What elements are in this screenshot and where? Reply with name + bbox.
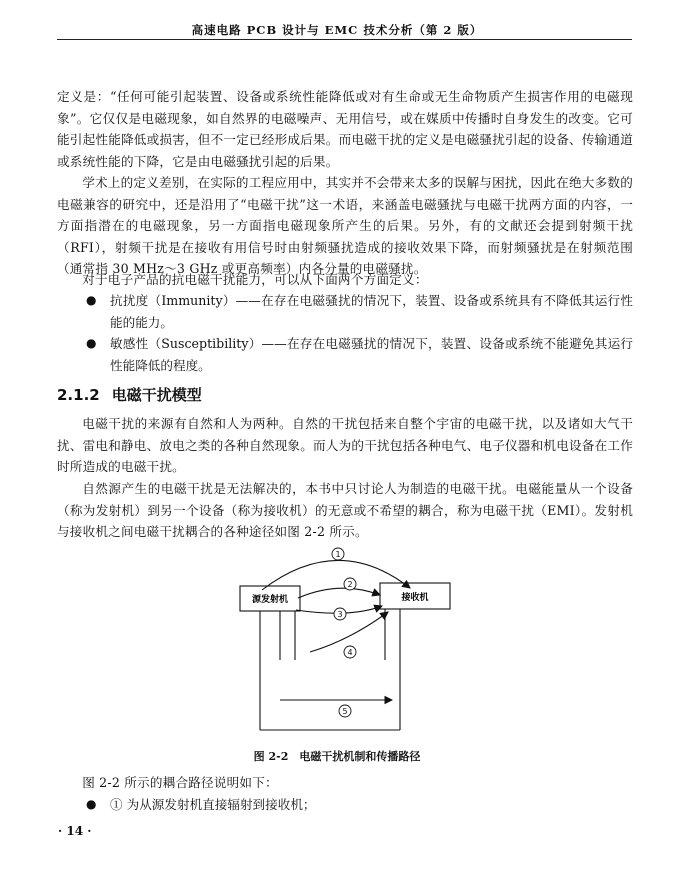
paragraph-immunity-intro: 对于电子产品的抗电磁干扰能力，可以从下面两个方面定义：	[82, 272, 428, 287]
section-title: 电磁干扰模型	[111, 386, 202, 404]
bullet-immunity-text: 抗扰度（Immunity）——在存在电磁骚扰的情况下，装置、设备或系统具有不降低其运行性能的能力。	[110, 293, 633, 330]
bullet-immunity	[86, 290, 633, 333]
bullet-susceptibility-text: 敏感性（Susceptibility）——在存在电磁骚扰的情况下，装置、设备或系统不能避免其运行性能降低的程度。	[110, 336, 633, 373]
transmitter-label: 源发射机	[251, 595, 289, 605]
path-label-4: 4	[347, 648, 353, 657]
bullet-susceptibility	[86, 333, 633, 376]
bullet-path-1	[86, 794, 633, 816]
bullet-dot: ●	[86, 797, 97, 811]
diagram-svg	[210, 540, 480, 750]
path-label-3: 3	[337, 610, 343, 619]
section-number: 2.1.2	[57, 386, 100, 404]
path-2-arc	[298, 588, 380, 598]
path-label-2: 2	[347, 580, 353, 589]
section-heading	[57, 384, 202, 405]
bullet-path-1-text: ① 为从源发射机直接辐射到接收机；	[110, 797, 316, 812]
page-number: · 14 ·	[58, 824, 92, 838]
path-label-1: 1	[335, 550, 341, 559]
bullet-dot: ●	[86, 293, 97, 307]
paragraph-interference-sources: 电磁干扰的来源有自然和人为两种。自然的干扰包括来自整个宇宙的电磁干扰，以及诸如大气干扰、雷电和静电、放电之类的各种自然现象。而人为的干扰包括各种电气、电子仪器和机电设备在工作时所造成的电磁干扰。	[57, 416, 633, 474]
paragraph-emi-definition: 自然源产生的电磁干扰是无法解决的，本书中只讨论人为制造的电磁干扰。电磁能量从一个设备（称为发射机）到另一个设备（称为接收机）的无意或不希望的耦合，称为电磁干扰（EMI）。发射机与接收机之间电磁干扰耦合的各种途径如图 2-2 所示。	[57, 481, 633, 539]
bullet-dot: ●	[86, 336, 97, 350]
emi-coupling-diagram	[210, 540, 480, 750]
header-rule	[57, 39, 632, 40]
figure-caption: 图 2-2 电磁干扰机制和传播路径	[253, 750, 421, 763]
running-header: 高速电路 PCB 设计与 EMC 技术分析（第 2 版）	[191, 23, 483, 37]
receiver-label: 接收机	[401, 593, 429, 603]
paragraph-academic-difference: 学术上的定义差别，在实际的工程应用中，其实并不会带来太多的误解与困扰，因此在绝大多数的电磁兼容的研究中，还是沿用了“电磁干扰”这一术语，来涵盖电磁骚扰与电磁干扰两方面的内容，一方面指潜在的电磁现象，另一方面指电磁现象所产生的后果。另外，有的文献还会提到射频干扰（RFI），射频干扰是在接收有用信号时由射频骚扰造成的接收效果下降，而射频骚扰是在射频范围（通常指 30 MHz～3 GHz 或更高频率）内各分量的电磁骚扰。	[57, 175, 633, 276]
paragraph-coupling-intro: 图 2-2 所示的耦合路径说明如下：	[82, 775, 278, 790]
path-label-5: 5	[342, 707, 348, 716]
paragraph-definition: 定义是：“任何可能引起装置、设备或系统性能降低或对有生命或无生命物质产生损害作用的电磁现象”。它仅仅是电磁现象，如自然界的电磁噪声、无用信号，或在媒质中传播时自身发生的改变。它可能引起性能降低或损害，但不一定已经形成后果。而电磁干扰的定义是电磁骚扰引起的设备、传输通道或系统性能的下降，它是由电磁骚扰引起的后果。	[57, 89, 633, 169]
